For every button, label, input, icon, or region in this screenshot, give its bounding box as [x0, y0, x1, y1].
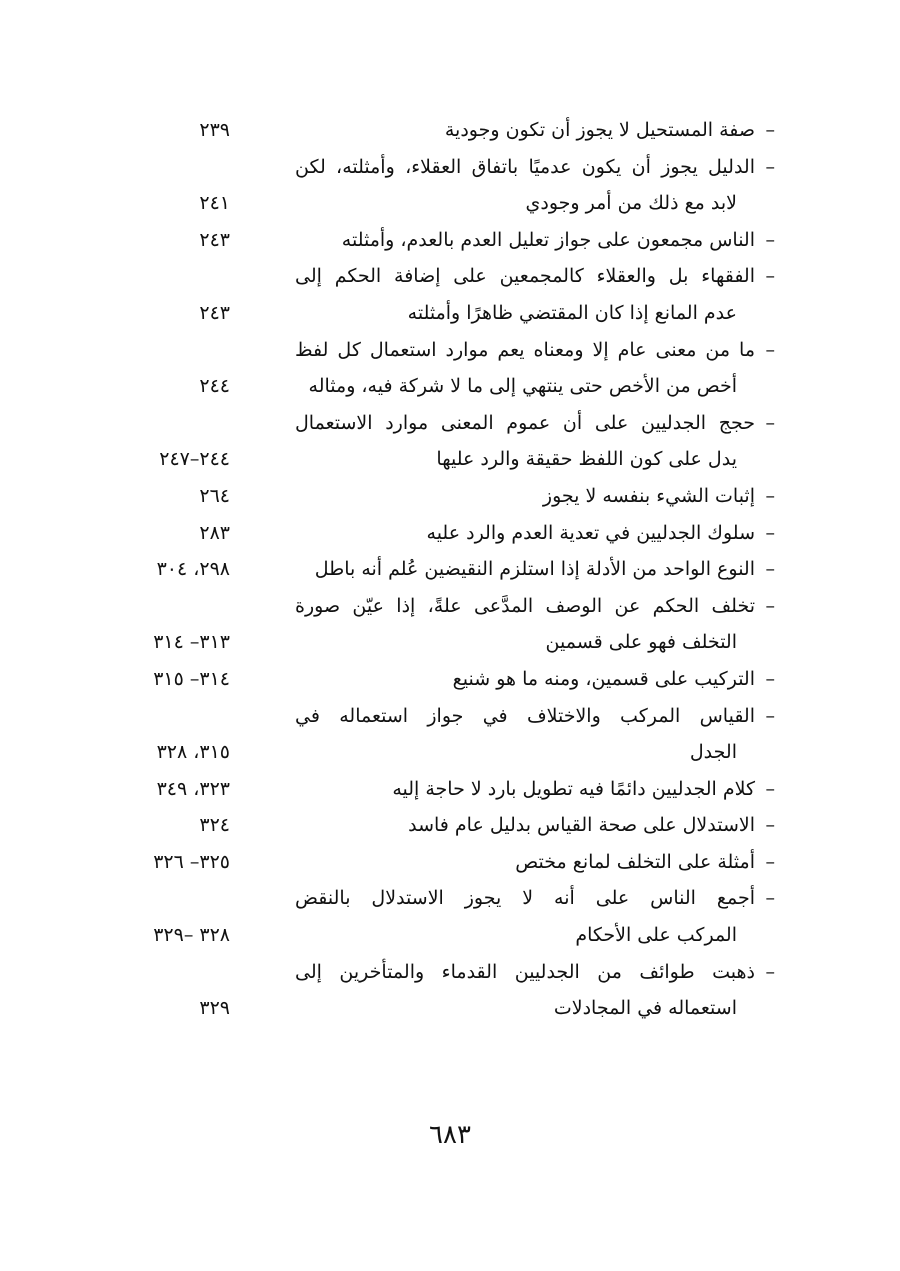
entry-text: ذهبت طوائف من الجدليين القدماء والمتأخرين إلى — [295, 960, 755, 983]
entry-dash: – — [765, 119, 775, 141]
entry-text: ما من معنى عام إلا ومعناه يعم موارد استعمال كل لفظ — [295, 338, 755, 361]
entry-dash: – — [765, 887, 775, 910]
index-line — [0, 917, 900, 954]
entry-text: المركب على الأحكام — [575, 924, 737, 947]
entry-dash: – — [765, 228, 775, 251]
index-line — [0, 332, 900, 369]
entry-pages: ٢٤٣ — [199, 301, 230, 324]
entry-dash: – — [765, 594, 775, 617]
index-line — [0, 698, 900, 735]
index-line — [0, 588, 900, 625]
entry-dash: – — [765, 521, 775, 544]
index-entries — [0, 112, 900, 1027]
entry-dash: – — [765, 814, 775, 837]
entry-text: الفقهاء بل والعقلاء كالمجمعين على إضافة الحكم إلى — [295, 265, 755, 288]
entry-dash: – — [765, 960, 775, 983]
entry-text: الاستدلال على صحة القياس بدليل عام فاسد — [408, 814, 755, 837]
entry-text: الدليل يجوز أن يكون عدميًا باتفاق العقلاء، وأمثلته، لكن — [295, 155, 755, 178]
entry-text: لابد مع ذلك من أمر وجودي — [525, 192, 737, 215]
entry-dash: – — [765, 338, 775, 361]
entry-dash: – — [765, 850, 775, 873]
index-line — [0, 990, 900, 1027]
index-line — [0, 295, 900, 332]
index-line — [0, 149, 900, 186]
entry-text: التركيب على قسمين، ومنه ما هو شنيع — [452, 667, 755, 690]
entry-text: أجمع الناس على أنه لا يجوز الاستدلال بالنقض — [295, 887, 755, 910]
index-line — [0, 258, 900, 295]
entry-pages: ٢٤٤ — [199, 375, 230, 398]
entry-pages: ٢٦٤ — [199, 484, 230, 507]
entry-text: أمثلة على التخلف لمانع مختص — [515, 850, 755, 873]
page-number: ٦٨٣ — [429, 1120, 471, 1150]
index-line — [0, 478, 900, 515]
entry-text: التخلف فهو على قسمين — [545, 631, 737, 654]
entry-dash: – — [765, 704, 775, 727]
entry-pages: ٢٤٣ — [199, 228, 230, 251]
index-line — [0, 624, 900, 661]
entry-dash: – — [765, 265, 775, 288]
entry-text: الجدل — [689, 741, 737, 764]
entry-text: القياس المركب والاختلاف في جواز استعماله في — [295, 704, 755, 727]
entry-text: الناس مجمعون على جواز تعليل العدم بالعدم، وأمثلته — [341, 228, 755, 251]
entry-text: أخص من الأخص حتى ينتهي إلى ما لا شركة فيه، ومثاله — [308, 375, 737, 398]
entry-text: حجج الجدليين على أن عموم المعنى موارد الاستعمال — [295, 411, 755, 434]
entry-pages: ٢٤١ — [199, 192, 230, 215]
entry-text: إثبات الشيء بنفسه لا يجوز — [542, 484, 755, 507]
index-line — [0, 551, 900, 588]
index-line — [0, 112, 900, 149]
entry-dash: – — [765, 411, 775, 434]
entry-text: تخلف الحكم عن الوصف المدَّعى علةً، إذا عيّن صورة — [295, 594, 755, 617]
entry-text: النوع الواحد من الأدلة إذا استلزم النقيضين عُلم أنه باطل — [314, 558, 755, 581]
entry-dash: – — [765, 155, 775, 178]
index-line — [0, 368, 900, 405]
entry-pages: ٣٢٨ –٣٢٩ — [153, 924, 230, 947]
index-line — [0, 515, 900, 552]
index-line — [0, 734, 900, 771]
index-line — [0, 441, 900, 478]
entry-dash: – — [765, 777, 775, 800]
entry-dash: – — [765, 558, 775, 581]
entry-pages: ٢٣٩ — [199, 119, 230, 141]
entry-pages: ٢٨٣ — [199, 521, 230, 544]
entry-pages: ٣٢٩ — [199, 997, 230, 1020]
index-line — [0, 771, 900, 808]
entry-text: يدل على كون اللفظ حقيقة والرد عليها — [436, 448, 737, 471]
index-line — [0, 661, 900, 698]
entry-pages: ٣٢٤ — [199, 814, 230, 837]
index-line — [0, 185, 900, 222]
entry-text: سلوك الجدليين في تعدية العدم والرد عليه — [426, 521, 755, 544]
entry-pages: ٣١٥، ٣٢٨ — [156, 741, 230, 764]
entry-text: صفة المستحيل لا يجوز أن تكون وجودية — [444, 119, 755, 141]
entry-pages: ٣٢٣، ٣٤٩ — [156, 777, 230, 800]
entry-text: استعماله في المجادلات — [553, 997, 737, 1020]
entry-dash: – — [765, 484, 775, 507]
entry-text: كلام الجدليين دائمًا فيه تطويل بارد لا حاجة إليه — [392, 777, 755, 800]
entry-pages: ٢٩٨، ٣٠٤ — [156, 558, 230, 581]
index-line — [0, 807, 900, 844]
entry-pages: ٣١٤– ٣١٥ — [153, 667, 230, 690]
index-line — [0, 880, 900, 917]
index-line — [0, 405, 900, 442]
entry-pages: ٣١٣– ٣١٤ — [153, 631, 230, 654]
entry-text: عدم المانع إذا كان المقتضي ظاهرًا وأمثلته — [407, 301, 737, 324]
entry-pages: ٢٤٤–٢٤٧ — [159, 448, 230, 471]
index-line — [0, 222, 900, 259]
index-line — [0, 954, 900, 991]
index-line — [0, 844, 900, 881]
entry-dash: – — [765, 667, 775, 690]
entry-pages: ٣٢٥– ٣٢٦ — [153, 850, 230, 873]
